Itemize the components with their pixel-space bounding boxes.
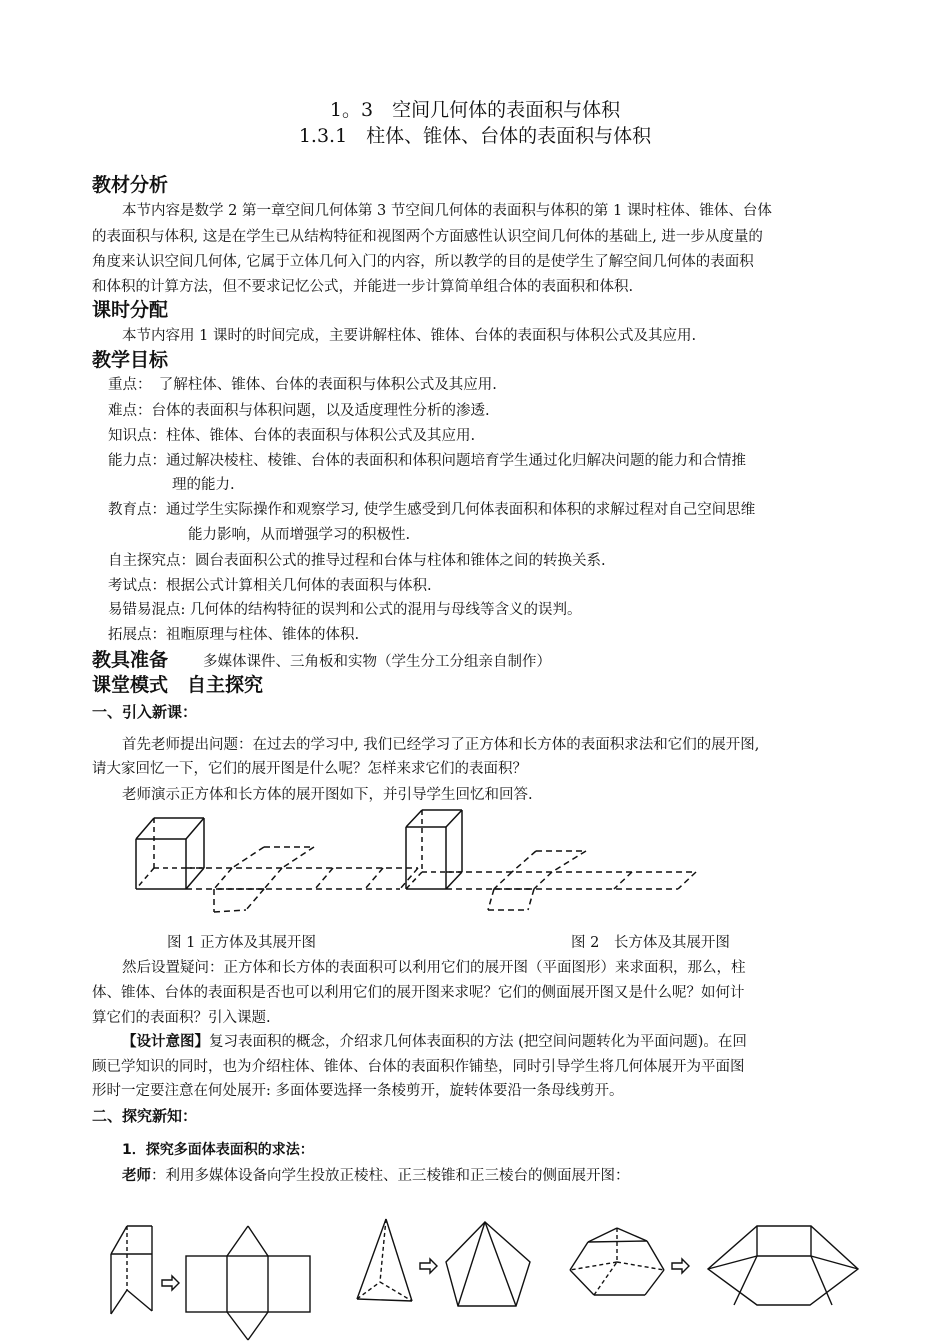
figure1-caption: 图 1 正方体及其展开图: [167, 935, 316, 951]
goal-mistake: 易错易混点: 几何体的结构特征的误判和公式的混用与母线等含义的误判。: [108, 602, 582, 618]
intro-line: 请大家回忆一下，它们的展开图是什么呢？怎样来求它们的表面积？: [92, 761, 527, 777]
materials-line: 和体积的计算方法，但不要求记忆公式，并能进一步计算简单组合体的表面积和体积.: [92, 279, 634, 295]
question-line: 体、锥体、台体的表面积是否也可以利用它们的展开图来求呢？它们的侧面展开图又是什么呢？如何计: [92, 985, 745, 1001]
materials-line: 的表面积与体积, 这是在学生已从结构特征和视图两个方面感性认识空间几何体的基础上, 进一步从度量的: [92, 229, 763, 245]
arrow-icon: [420, 1259, 437, 1273]
goal-extend: 拓展点：祖暅原理与柱体、锥体的体积.: [108, 627, 360, 643]
heading-time: 课时分配: [92, 299, 169, 321]
teacher-label: 老师: [122, 1167, 151, 1184]
design-intent-label: 【设计意图】: [122, 1033, 209, 1050]
cuboid-figure: [406, 810, 462, 889]
design-intent-line: 形时一定要注意在何处展开: 多面体要选择一条棱剪开，旋转体要沿一条母线剪开。: [92, 1083, 624, 1099]
heading-mode: 课堂模式 自主探究: [92, 674, 264, 696]
goal-difficult: 难点：台体的表面积与体积问题，以及适度理性分析的渗透.: [108, 403, 490, 419]
arrow-icon: [162, 1276, 179, 1290]
section-title: 1.3.1 柱体、锥体、台体的表面积与体积: [298, 125, 652, 147]
goal-exam: 考试点：根据公式计算相关几何体的表面积与体积.: [108, 578, 432, 594]
prism-net: [186, 1226, 310, 1340]
heading-part1: 一、引入新课：: [92, 703, 198, 721]
frustum-figure: [570, 1228, 664, 1295]
heading-part2: 二、探究新知：: [92, 1107, 198, 1125]
subheading-polyhedron: 1．探究多面体表面积的求法：: [122, 1142, 314, 1158]
pyramid-figure: [357, 1219, 412, 1301]
question-line: 算它们的表面积？引入课题.: [92, 1010, 271, 1026]
cube-net: [186, 847, 418, 912]
design-intent-line: [122, 1032, 747, 1052]
intro-line: 首先老师提出问题：在过去的学习中, 我们已经学习了正方体和长方体的表面积求法和它们的展开图,: [122, 737, 760, 753]
arrow-icon: [672, 1259, 689, 1273]
pyramid-net: [446, 1222, 530, 1306]
question-line: 然后设置疑问：正方体和长方体的表面积可以利用它们的展开图（平面图形）来求面积，那么，柱: [122, 960, 746, 976]
prism-figure: [111, 1226, 152, 1314]
cube-figure: [136, 818, 204, 889]
frustum-net: [708, 1226, 858, 1305]
goal-knowledge: 知识点：柱体、锥体、台体的表面积与体积公式及其应用.: [108, 428, 476, 444]
goal-key: 重点： 了解柱体、锥体、台体的表面积与体积公式及其应用.: [108, 377, 497, 393]
cuboid-net: [446, 851, 696, 910]
tools-text: 多媒体课件、三角板和实物（学生分工分组亲自制作）: [203, 654, 551, 670]
heading-tools: 教具准备: [92, 649, 169, 671]
page-title: 1。3 空间几何体的表面积与体积: [329, 99, 621, 121]
goal-explore: 自主探究点：圆台表面积公式的推导过程和台体与柱体和锥体之间的转换关系.: [108, 553, 606, 569]
design-intent-text: 复习表面积的概念，介绍求几何体表面积的方法 (把空间问题转化为平面问题)。在回: [209, 1034, 747, 1050]
materials-line: 本节内容是数学 2 第一章空间几何体第 3 节空间几何体的表面积与体积的第 1 课时柱体、锥体、台体: [122, 203, 772, 219]
goal-education: 教育点：通过学生实际操作和观察学习, 使学生感受到几何体表面积和体积的求解过程对自己空间思维: [108, 502, 756, 518]
teacher-text: ：利用多媒体设备向学生投放正棱柱、正三棱锥和正三棱台的侧面展开图：: [151, 1168, 630, 1184]
teacher-line: [122, 1166, 630, 1186]
goal-ability-cont: 理的能力.: [172, 477, 235, 493]
goal-education-cont: 能力影响，从而增强学习的积极性.: [188, 527, 411, 543]
materials-line: 角度来认识空间几何体, 它属于立体几何入门的内容，所以教学的目的是使学生了解空间几何体的表面积: [92, 254, 754, 270]
design-intent-line: 顾已学知识的同时，也为介绍柱体、锥体、台体的表面积作铺垫，同时引导学生将几何体展开为平面图: [92, 1059, 745, 1075]
time-line: 本节内容用 1 课时的时间完成，主要讲解柱体、锥体、台体的表面积与体积公式及其应用.: [122, 328, 697, 344]
heading-goals: 教学目标: [92, 349, 169, 371]
goal-ability: 能力点：通过解决棱柱、棱锥、台体的表面积和体积问题培育学生通过化归解决问题的能力和合情推: [108, 453, 746, 469]
figure2-caption: 图 2 长方体及其展开图: [571, 935, 730, 951]
heading-materials: 教材分析: [92, 174, 169, 196]
intro-line: 老师演示正方体和长方体的展开图如下，并引导学生回忆和回答.: [122, 787, 533, 803]
